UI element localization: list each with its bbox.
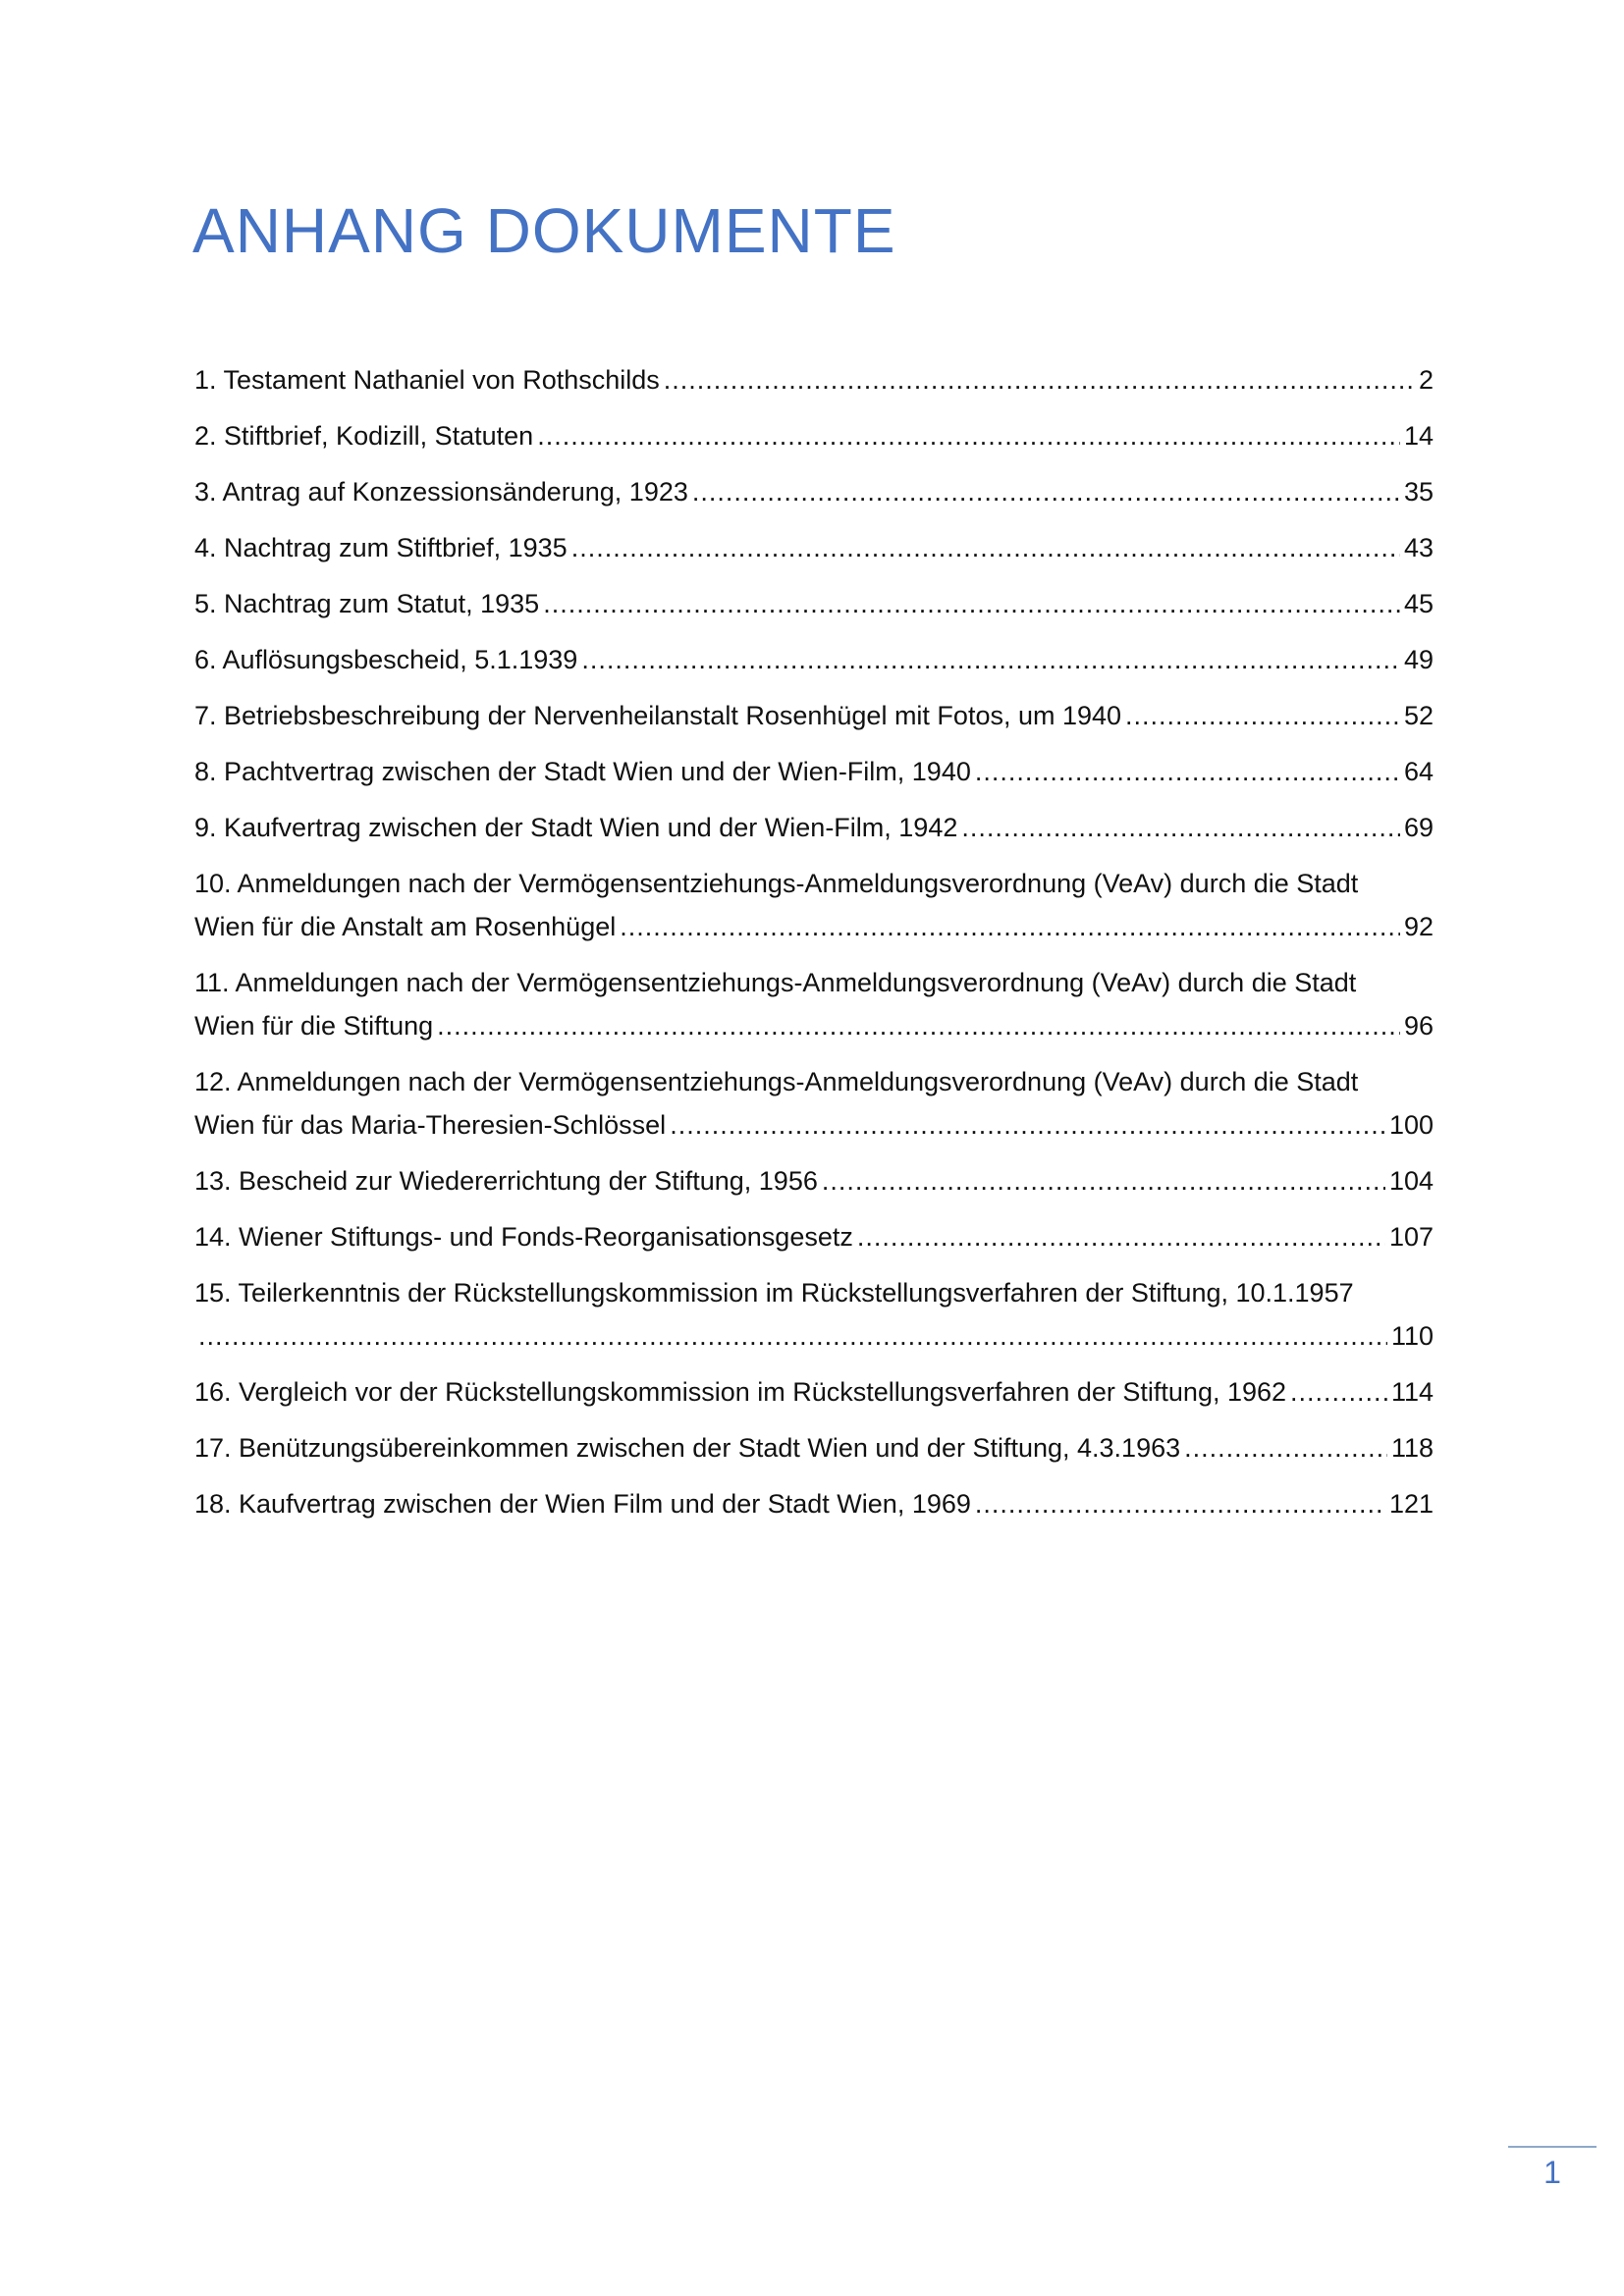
toc-entry-row bbox=[194, 470, 1434, 513]
dot-leader bbox=[1290, 1370, 1387, 1414]
dot-leader bbox=[975, 750, 1400, 793]
toc-entry-page-number: 49 bbox=[1403, 645, 1434, 674]
toc-entry-row bbox=[194, 905, 1434, 948]
toc-entry-page-number: 114 bbox=[1390, 1377, 1434, 1407]
toc-entry[interactable] bbox=[194, 638, 1434, 681]
toc-entry-row bbox=[194, 638, 1434, 681]
dot-leader bbox=[857, 1215, 1385, 1258]
toc-entry[interactable] bbox=[194, 582, 1434, 625]
toc-entry-row bbox=[194, 1370, 1434, 1414]
dot-leader bbox=[537, 414, 1400, 457]
toc-entry-label: 16. Vergleich vor der Rückstellungskommission im Rückstellungsverfahren der Stiftung, 1962 bbox=[194, 1377, 1287, 1407]
page-number: 1 bbox=[1543, 2155, 1561, 2190]
toc-entry-row bbox=[194, 414, 1434, 457]
toc-entry[interactable] bbox=[194, 806, 1434, 849]
toc-entry-row bbox=[194, 1103, 1434, 1147]
footer-rule bbox=[1508, 2146, 1597, 2148]
toc-entry-label: 9. Kaufvertrag zwischen der Stadt Wien und der Wien-Film, 1942 bbox=[194, 813, 958, 842]
dot-leader bbox=[1184, 1426, 1387, 1469]
toc-entry-label: Wien für die Anstalt am Rosenhügel bbox=[194, 912, 617, 941]
toc-entry[interactable] bbox=[194, 1370, 1434, 1414]
page-footer bbox=[1508, 2146, 1597, 2190]
toc-entry-label: 6. Auflösungsbescheid, 5.1.1939 bbox=[194, 645, 578, 674]
page-title: ANHANG DOKUMENTE bbox=[192, 195, 896, 266]
toc-entry-page-number: 92 bbox=[1403, 912, 1434, 941]
toc-entry-page-number: 107 bbox=[1388, 1222, 1434, 1252]
dot-leader bbox=[581, 638, 1400, 681]
toc-entry-page-number: 35 bbox=[1403, 477, 1434, 507]
toc-entry-page-number: 2 bbox=[1418, 365, 1434, 395]
toc-entry[interactable] bbox=[194, 1426, 1434, 1469]
dot-leader bbox=[1125, 694, 1400, 737]
toc-entry[interactable] bbox=[194, 862, 1434, 948]
dot-leader bbox=[961, 806, 1400, 849]
toc-entry-page-number: 69 bbox=[1403, 813, 1434, 842]
toc-entry-label: 14. Wiener Stiftungs- und Fonds-Reorganisationsgesetz bbox=[194, 1222, 853, 1252]
dot-leader bbox=[975, 1482, 1385, 1525]
toc-entry-page-number: 121 bbox=[1388, 1489, 1434, 1519]
toc-entry-page-number: 64 bbox=[1403, 757, 1434, 786]
dot-leader bbox=[620, 905, 1400, 948]
toc-entry-label: 5. Nachtrag zum Statut, 1935 bbox=[194, 589, 540, 618]
dot-leader bbox=[571, 526, 1400, 569]
toc-entry[interactable] bbox=[194, 358, 1434, 401]
dot-leader bbox=[543, 582, 1400, 625]
toc-entry[interactable] bbox=[194, 961, 1434, 1047]
toc-entry-row bbox=[194, 806, 1434, 849]
toc-entry-row bbox=[194, 1426, 1434, 1469]
toc-entry-row bbox=[194, 526, 1434, 569]
toc-entry-page-number: 100 bbox=[1388, 1110, 1434, 1140]
toc-entry-label: 2. Stiftbrief, Kodizill, Statuten bbox=[194, 421, 534, 451]
toc-entry-row bbox=[194, 750, 1434, 793]
toc-entry-label: 7. Betriebsbeschreibung der Nervenheilanstalt Rosenhügel mit Fotos, um 1940 bbox=[194, 701, 1122, 730]
toc-entry-row bbox=[194, 1004, 1434, 1047]
toc-entry-label: 8. Pachtvertrag zwischen der Stadt Wien und der Wien-Film, 1940 bbox=[194, 757, 971, 786]
toc-entry[interactable] bbox=[194, 526, 1434, 569]
toc-entry-label: 4. Nachtrag zum Stiftbrief, 1935 bbox=[194, 533, 568, 562]
dot-leader bbox=[822, 1159, 1385, 1202]
toc-entry-row bbox=[194, 1314, 1434, 1358]
toc-entry-label: 18. Kaufvertrag zwischen der Wien Film und der Stadt Wien, 1969 bbox=[194, 1489, 971, 1519]
toc-entry[interactable] bbox=[194, 1159, 1434, 1202]
dot-leader bbox=[670, 1103, 1385, 1147]
toc-entry-row bbox=[194, 1482, 1434, 1525]
toc-entry-title-line: 10. Anmeldungen nach der Vermögensentziehungs-Anmeldungsverordnung (VeAv) durch die Stadt bbox=[194, 869, 1359, 898]
toc-entry-page-number: 14 bbox=[1403, 421, 1434, 451]
toc-entry[interactable] bbox=[194, 470, 1434, 513]
dot-leader bbox=[437, 1004, 1400, 1047]
toc-entry-label: 17. Benützungsübereinkommen zwischen der Stadt Wien und der Stiftung, 4.3.1963 bbox=[194, 1433, 1181, 1463]
toc-entry[interactable] bbox=[194, 750, 1434, 793]
toc-entry-row bbox=[194, 358, 1434, 401]
toc-entry[interactable] bbox=[194, 1060, 1434, 1147]
toc-entry-label: 13. Bescheid zur Wiedererrichtung der Stiftung, 1956 bbox=[194, 1166, 818, 1196]
toc-entry-title-line: 11. Anmeldungen nach der Vermögensentziehungs-Anmeldungsverordnung (VeAv) durch die Stadt bbox=[194, 968, 1357, 997]
dot-leader bbox=[664, 358, 1415, 401]
toc-entry-label: 1. Testament Nathaniel von Rothschilds bbox=[194, 365, 660, 395]
toc-entry[interactable] bbox=[194, 1215, 1434, 1258]
toc-entry-row bbox=[194, 694, 1434, 737]
toc-entry-title-line: 15. Teilerkenntnis der Rückstellungskommission im Rückstellungsverfahren der Stiftung, 10.1.1957 bbox=[194, 1278, 1354, 1308]
toc-entry-label: Wien für das Maria-Theresien-Schlössel bbox=[194, 1110, 667, 1140]
toc-entry-page-number: 104 bbox=[1388, 1166, 1434, 1196]
toc-entry-label: 3. Antrag auf Konzessionsänderung, 1923 bbox=[194, 477, 688, 507]
toc-entry-page-number: 43 bbox=[1403, 533, 1434, 562]
dot-leader bbox=[198, 1314, 1387, 1358]
toc-entry[interactable] bbox=[194, 1482, 1434, 1525]
toc-entry[interactable] bbox=[194, 694, 1434, 737]
toc-entry-label: Wien für die Stiftung bbox=[194, 1011, 434, 1041]
toc-entry-row bbox=[194, 582, 1434, 625]
toc-entry[interactable] bbox=[194, 1271, 1434, 1358]
toc-entry[interactable] bbox=[194, 414, 1434, 457]
toc-entry-row bbox=[194, 1215, 1434, 1258]
toc-entry-page-number: 45 bbox=[1403, 589, 1434, 618]
dot-leader bbox=[692, 470, 1400, 513]
toc-entry-page-number: 52 bbox=[1403, 701, 1434, 730]
toc-entry-page-number: 96 bbox=[1403, 1011, 1434, 1041]
toc-entry-title-line: 12. Anmeldungen nach der Vermögensentziehungs-Anmeldungsverordnung (VeAv) durch die Stadt bbox=[194, 1067, 1359, 1096]
toc-entry-page-number: 118 bbox=[1390, 1433, 1434, 1463]
table-of-contents bbox=[194, 358, 1434, 1538]
toc-entry-row bbox=[194, 1159, 1434, 1202]
toc-entry-page-number: 110 bbox=[1390, 1321, 1434, 1351]
